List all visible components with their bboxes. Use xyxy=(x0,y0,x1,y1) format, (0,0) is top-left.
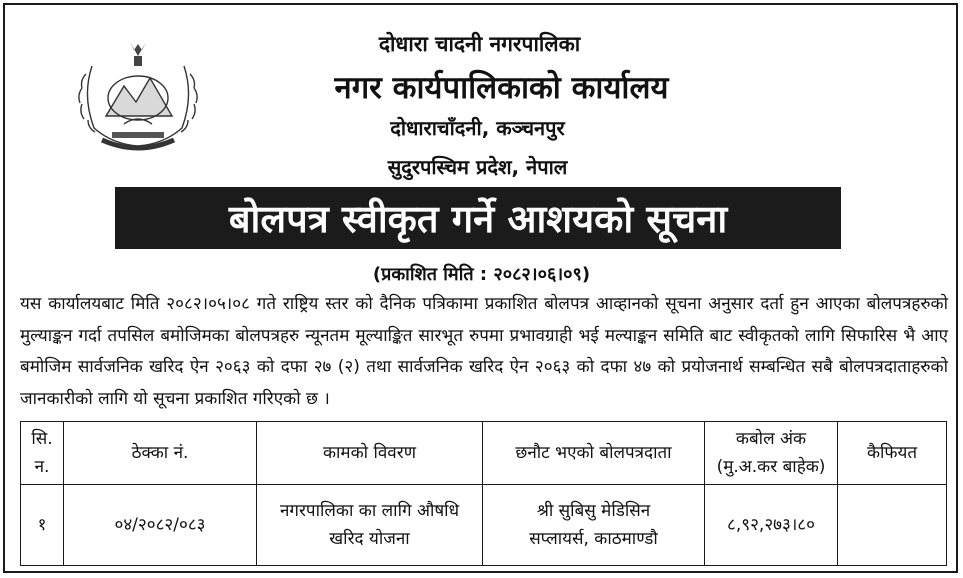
cell-bidder xyxy=(483,485,705,566)
cell-remarks xyxy=(838,485,947,566)
office-location: दोधाराचाँदनी, कञ्चनपुर xyxy=(390,116,565,140)
office-province: सुदुरपस्चिम प्रदेश, नेपाल xyxy=(387,155,568,179)
cell-work-line1: नगरपालिका का लागि औषधि xyxy=(279,501,460,521)
table-row xyxy=(21,485,947,566)
bid-acceptance-table xyxy=(20,421,947,566)
col-header-work: कामको विवरण xyxy=(257,422,483,485)
cell-serial: १ xyxy=(21,485,64,566)
cell-bidder-line1: श्री सुबिसु मेडिसिन xyxy=(536,501,651,521)
publication-date: (प्रकाशित मिति : २०८२।०६।०९) xyxy=(372,264,591,285)
col-header-remarks: कैफियत xyxy=(838,422,947,485)
cell-work-line2: खरिद योजना xyxy=(329,529,410,549)
col-header-serial xyxy=(21,422,64,485)
col-header-serial-line2: न. xyxy=(34,457,50,477)
notice-title: बोलपत्र स्वीकृत गर्ने आशयको सूचना xyxy=(228,197,728,241)
col-header-contract-no: ठेक्का नं. xyxy=(64,422,257,485)
office-name: नगर कार्यपालिकाको कार्यालय xyxy=(334,70,669,106)
col-header-bidder: छनौट भएको बोलपत्रदाता xyxy=(483,422,705,485)
cell-amount: ८,९२,२७३।८० xyxy=(705,485,838,566)
notice-title-banner xyxy=(115,187,841,249)
col-header-amount-line2: (मु.अ.कर बाहेक) xyxy=(716,457,826,477)
cell-work xyxy=(257,485,483,566)
table-header-row xyxy=(21,422,947,485)
municipality-name: दोधारा चादनी नगरपालिका xyxy=(378,32,581,56)
col-header-serial-line1: सि. xyxy=(31,429,53,449)
cell-contract-no: ०४/२०८२/०८३ xyxy=(64,485,257,566)
cell-bidder-line2: सप्लायर्स, काठमाण्डौ xyxy=(529,529,658,549)
notice-body: यस कार्यालयबाट मिति २०८२।०५।०८ गते राष्ट्रिय स्तर को दैनिक पत्रिकामा प्रकाशित बोलपत्र आव्हानको सूचना अनुसार दर्ता हुन आएका बोलपत्रहरुको मुल्याङ्कन गर्दा तपसिल बमोजिमका बोलपत्रहरु न्यूनतम मूल्याङ्कित सारभूत रुपमा प्रभावग्राही भई मल्याङ्कन समिति बाट स्वीकृतको लागि सिफारिस भै आए बमोजिम सार्वजनिक खरिद ऐन २०६३ को दफा २७ (२) तथा सार्वजनिक खरिद ऐन २०६३ को दफा ४७ को प्रयोजनार्थ सम्बन्धित सबै बोलपत्रदाताहरुको जानकारीको लागि यो सूचना प्रकाशित गरिएको छ । xyxy=(20,294,948,409)
col-header-amount-line1: कबोल अंक xyxy=(735,429,807,449)
col-header-amount xyxy=(705,422,838,485)
